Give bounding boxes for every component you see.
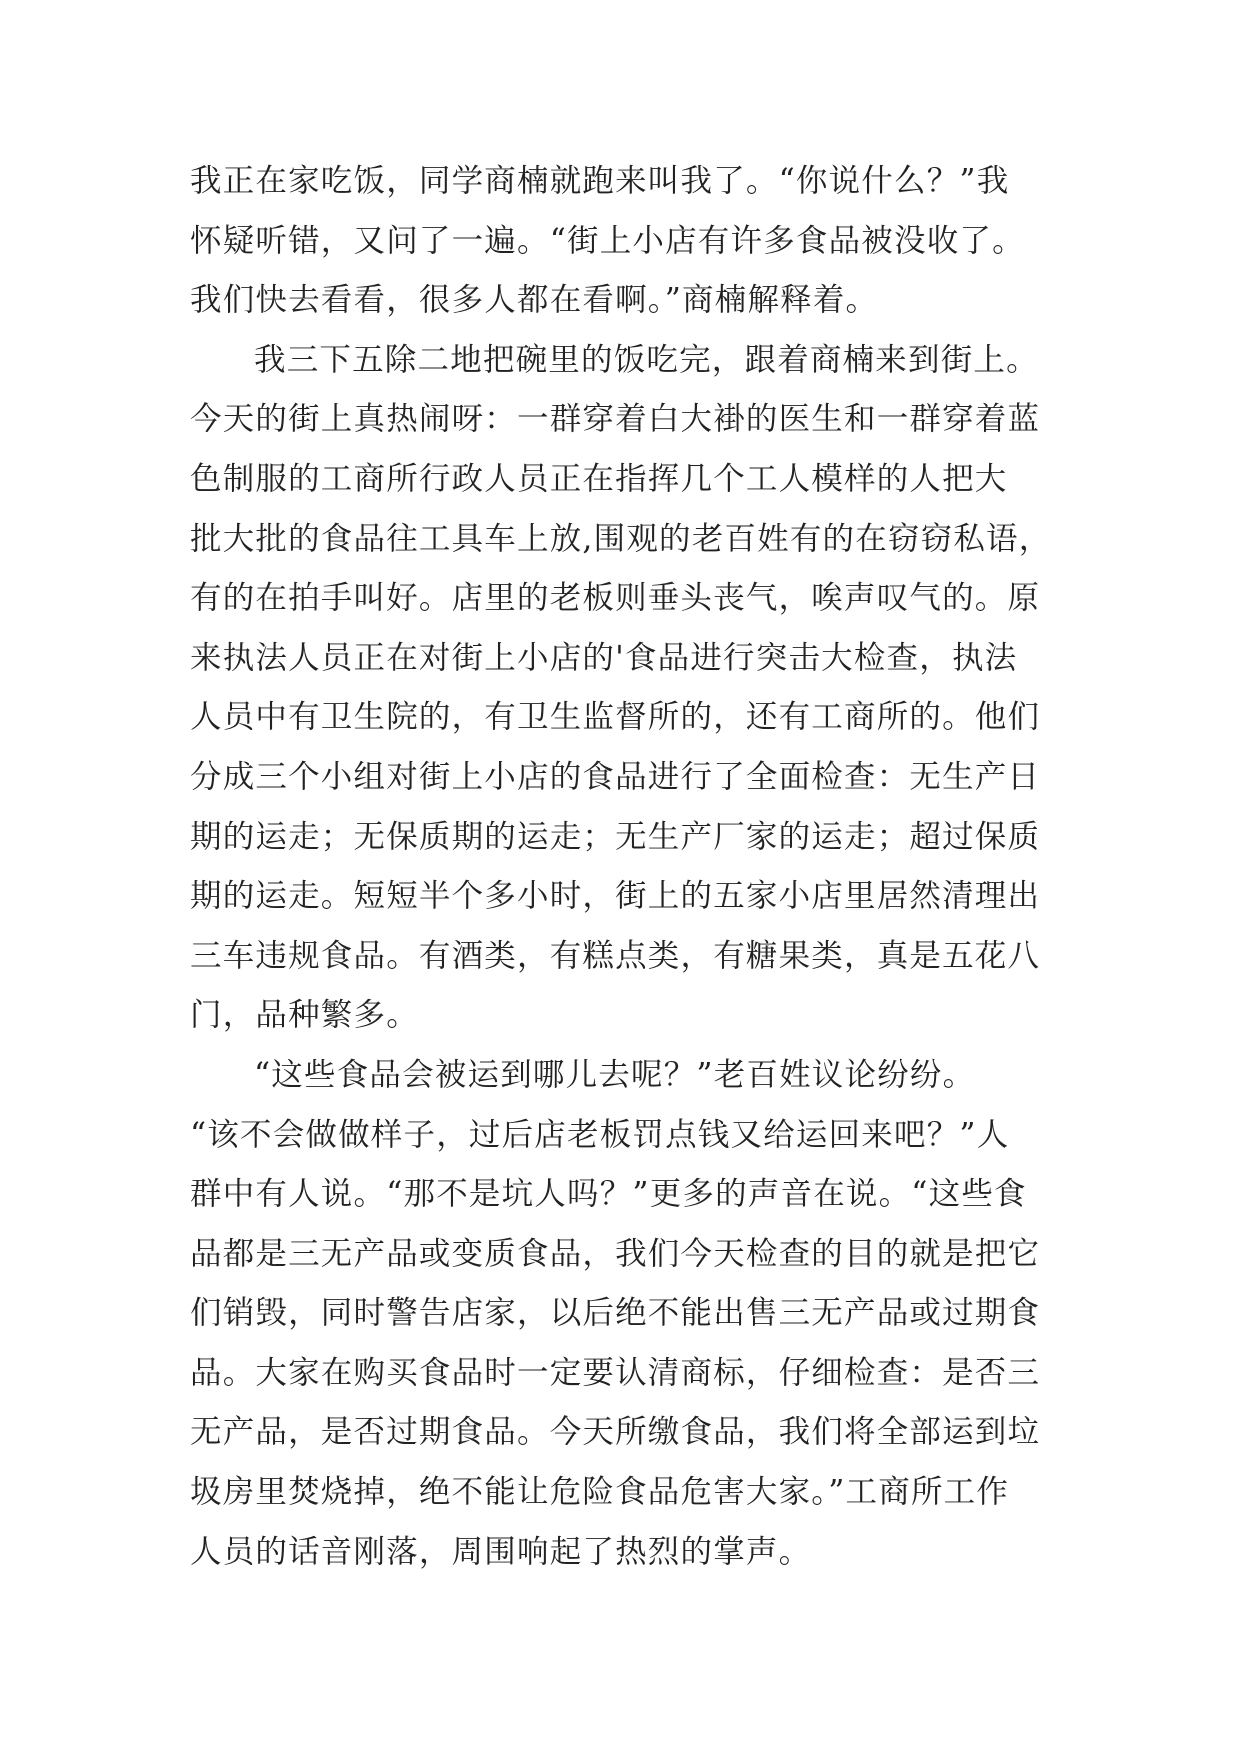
text-line: 我正在家吃饭，同学商楠就跑来叫我了。“你说什么？”我 (190, 163, 1010, 199)
paragraph-3 (190, 1046, 1060, 1582)
text-line: 三车违规食品。有酒类，有糕点类，有糖果类，真是五花八 (190, 937, 1041, 974)
text-line: 期的运走；无保质期的运走；无生产厂家的运走；超过保质 (190, 818, 1041, 855)
text-line: 群中有人说。“那不是坑人吗？”更多的声音在说。“这些食 (190, 1176, 1027, 1213)
text-line: 圾房里焚烧掉，绝不能让危险食品危害大家。”工商所工作 (190, 1474, 1010, 1511)
text-line: 我们快去看看，很多人都在看啊。”商楠解释着。 (190, 282, 879, 319)
text-line: 今天的街上真热闹呀：一群穿着白大褂的医生和一群穿着蓝 (190, 401, 1041, 438)
text-line: 批大批的食品往工具车上放,围观的老百姓有的在窃窃私语， (190, 520, 1052, 557)
text-line: 品都是三无产品或变质食品，我们今天检查的目的就是把它 (190, 1235, 1041, 1272)
text-line: 来执法人员正在对街上小店的'食品进行突击大检查，执法 (190, 639, 1018, 676)
text-line: “这些食品会被运到哪儿去呢？”老百姓议论纷纷。 (254, 1056, 976, 1093)
text-line: 有的在拍手叫好。店里的老板则垂头丧气，唉声叹气的。原 (190, 580, 1041, 617)
text-line: 分成三个小组对街上小店的食品进行了全面检查：无生产日 (190, 758, 1041, 795)
text-line: 怀疑听错，又问了一遍。“街上小店有许多食品被没收了。 (190, 222, 1025, 259)
text-line: 人员的话音刚落，周围响起了热烈的掌声。 (190, 1533, 812, 1570)
text-line: 们销毁，同时警告店家，以后绝不能出售三无产品或过期食 (190, 1295, 1041, 1332)
document-body (190, 152, 1060, 1582)
text-line: 人员中有卫生院的，有卫生监督所的，还有工商所的。他们 (190, 699, 1041, 736)
text-line: 我三下五除二地把碗里的饭吃完，跟着商楠来到街上。 (254, 341, 1039, 378)
text-line: 门，品种繁多。 (190, 997, 419, 1034)
text-line: “该不会做做样子，过后店老板罚点钱又给运回来吧？”人 (190, 1116, 1010, 1153)
text-line: 品。大家在购买食品时一定要认清商标，仔细检查：是否三 (190, 1354, 1041, 1391)
paragraph-2 (190, 331, 1060, 1046)
text-line: 期的运走。短短半个多小时，街上的五家小店里居然清理出 (190, 878, 1041, 915)
text-line: 色制服的工商所行政人员正在指挥几个工人模样的人把大 (190, 460, 1008, 497)
paragraph-1 (190, 152, 1060, 331)
text-line: 无产品，是否过期食品。今天所缴食品，我们将全部运到垃 (190, 1414, 1041, 1451)
